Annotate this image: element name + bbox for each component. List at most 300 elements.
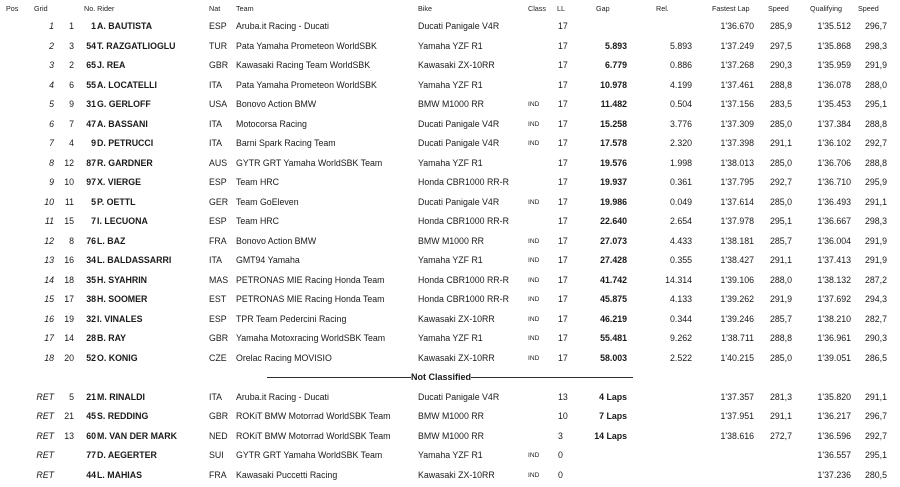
row-speed: 272,7 bbox=[769, 430, 792, 441]
row-qualifying: 1'35.959 bbox=[817, 60, 851, 70]
row-pos: 12 bbox=[44, 235, 54, 246]
row-rider: R. GARDNER bbox=[97, 157, 153, 168]
row-ll: 17 bbox=[558, 79, 568, 90]
row-speed: 288,8 bbox=[769, 79, 792, 90]
row-gap: 27.428 bbox=[600, 255, 627, 265]
row-bike: BMW M1000 RR bbox=[418, 99, 484, 109]
row-ll: 17 bbox=[558, 60, 568, 70]
row-pos: RET bbox=[36, 430, 54, 441]
row-speed: 281,3 bbox=[769, 391, 792, 402]
row-nat: ESP bbox=[209, 177, 227, 187]
header-ll: LL bbox=[557, 4, 565, 13]
row-nat: FRA bbox=[209, 469, 227, 480]
row-nat: FRA bbox=[209, 235, 227, 246]
row-class: IND bbox=[528, 120, 540, 128]
row-ll: 17 bbox=[558, 177, 568, 187]
row-rider: I. VINALES bbox=[97, 313, 143, 324]
row-fastest-lap: 1'36.670 bbox=[720, 21, 754, 31]
row-grid: 5 bbox=[69, 391, 74, 402]
row-ll: 17 bbox=[558, 157, 568, 168]
row-ll: 17 bbox=[558, 118, 568, 129]
row-bike: Yamaha YZF R1 bbox=[418, 450, 483, 460]
row-nat: GER bbox=[209, 196, 229, 207]
table-row bbox=[0, 329, 900, 349]
row-pos: RET bbox=[36, 450, 54, 460]
row-speed-qualifying: 291,9 bbox=[864, 255, 887, 265]
row-ll: 17 bbox=[558, 294, 568, 304]
row-pos: 7 bbox=[49, 138, 54, 148]
row-speed: 291,1 bbox=[769, 411, 792, 421]
row-team: Motocorsa Racing bbox=[236, 118, 307, 129]
row-bike: Honda CBR1000 RR-R bbox=[418, 274, 509, 285]
row-rel: 5.893 bbox=[669, 40, 692, 51]
table-row bbox=[0, 193, 900, 213]
row-nat: ESP bbox=[209, 216, 227, 226]
row-ll: 17 bbox=[558, 274, 568, 285]
table-row bbox=[0, 154, 900, 174]
row-ll: 17 bbox=[558, 216, 568, 226]
table-row bbox=[0, 212, 900, 232]
row-bike: Kawasaki ZX-10RR bbox=[418, 313, 495, 324]
row-number: 45 bbox=[86, 411, 96, 421]
row-class: IND bbox=[528, 198, 540, 206]
row-speed: 288,0 bbox=[769, 274, 792, 285]
row-gap: 46.219 bbox=[600, 313, 627, 324]
row-number: 55 bbox=[86, 79, 96, 90]
row-class: IND bbox=[528, 315, 540, 323]
row-team: ROKiT BMW Motorrad WorldSBK Team bbox=[236, 411, 391, 421]
row-gap: 27.073 bbox=[600, 235, 627, 246]
row-speed-qualifying: 288,0 bbox=[864, 79, 887, 90]
row-ll: 17 bbox=[558, 352, 568, 363]
row-grid: 18 bbox=[64, 274, 74, 285]
header-team: Team bbox=[236, 4, 254, 13]
row-bike: BMW M1000 RR bbox=[418, 430, 484, 441]
row-bike: Honda CBR1000 RR-R bbox=[418, 216, 509, 226]
row-qualifying: 1'36.706 bbox=[817, 157, 851, 168]
row-grid: 6 bbox=[69, 79, 74, 90]
row-fastest-lap: 1'37.357 bbox=[720, 391, 754, 402]
header-class: Class bbox=[528, 4, 546, 13]
row-fastest-lap: 1'37.249 bbox=[720, 40, 754, 51]
row-nat: ITA bbox=[209, 255, 223, 265]
row-number: 31 bbox=[86, 99, 96, 109]
row-speed-qualifying: 287,2 bbox=[864, 274, 887, 285]
row-grid: 12 bbox=[64, 157, 74, 168]
row-grid: 11 bbox=[64, 196, 74, 207]
row-bike: Yamaha YZF R1 bbox=[418, 255, 483, 265]
row-qualifying: 1'36.493 bbox=[817, 196, 851, 207]
row-gap: 45.875 bbox=[600, 294, 627, 304]
row-qualifying: 1'36.667 bbox=[817, 216, 851, 226]
row-rider: T. RAZGATLIOGLU bbox=[97, 40, 176, 51]
row-bike: Honda CBR1000 RR-R bbox=[418, 177, 509, 187]
row-number: 97 bbox=[86, 177, 96, 187]
row-pos: 4 bbox=[49, 79, 54, 90]
row-team: ROKiT BMW Motorrad WorldSBK Team bbox=[236, 430, 391, 441]
table-row bbox=[0, 37, 900, 57]
row-nat: ESP bbox=[209, 21, 227, 31]
row-team: Team HRC bbox=[236, 177, 280, 187]
row-speed-qualifying: 288,8 bbox=[864, 157, 887, 168]
row-team: GYTR GRT Yamaha WorldSBK Team bbox=[236, 157, 383, 168]
row-fastest-lap: 1'37.268 bbox=[720, 60, 754, 70]
row-grid: 13 bbox=[64, 430, 74, 441]
row-pos: RET bbox=[36, 391, 54, 402]
row-ll: 13 bbox=[558, 391, 568, 402]
row-rider: D. PETRUCCI bbox=[97, 138, 154, 148]
row-gap: 22.640 bbox=[600, 216, 627, 226]
row-number: 65 bbox=[86, 60, 96, 70]
row-team: Team GoEleven bbox=[236, 196, 299, 207]
row-number: 76 bbox=[86, 235, 96, 246]
row-pos: 3 bbox=[49, 60, 54, 70]
header-nat: Nat bbox=[209, 4, 221, 13]
row-pos: RET bbox=[36, 469, 54, 480]
row-grid: 3 bbox=[69, 40, 74, 51]
row-rider: B. RAY bbox=[97, 333, 127, 343]
row-nat: GBR bbox=[209, 333, 229, 343]
row-fastest-lap: 1'39.106 bbox=[720, 274, 754, 285]
header-rel: Rel. bbox=[656, 4, 669, 13]
row-number: 28 bbox=[86, 333, 96, 343]
row-number: 5 bbox=[91, 196, 96, 207]
row-pos: RET bbox=[36, 411, 54, 421]
row-pos: 8 bbox=[49, 157, 54, 168]
table-row bbox=[0, 134, 900, 154]
row-qualifying: 1'36.004 bbox=[817, 235, 851, 246]
row-bike: Kawasaki ZX-10RR bbox=[418, 469, 495, 480]
row-bike: Ducati Panigale V4R bbox=[418, 391, 500, 402]
row-nat: TUR bbox=[209, 40, 228, 51]
row-class: IND bbox=[528, 354, 540, 362]
row-bike: Ducati Panigale V4R bbox=[418, 196, 500, 207]
row-speed: 290,3 bbox=[769, 60, 792, 70]
table-header bbox=[0, 0, 900, 17]
row-nat: ITA bbox=[209, 138, 223, 148]
row-rider: J. REA bbox=[97, 60, 126, 70]
row-class: IND bbox=[528, 452, 540, 459]
row-fastest-lap: 1'37.795 bbox=[720, 177, 754, 187]
row-speed-qualifying: 288,8 bbox=[864, 118, 887, 129]
row-speed: 285,7 bbox=[769, 313, 792, 324]
row-ll: 3 bbox=[558, 430, 563, 441]
row-ll: 17 bbox=[558, 235, 568, 246]
row-speed: 292,7 bbox=[769, 177, 792, 187]
row-fastest-lap: 1'39.246 bbox=[720, 313, 754, 324]
row-rel: 0.361 bbox=[669, 177, 692, 187]
row-bike: Kawasaki ZX-10RR bbox=[418, 60, 495, 70]
row-speed-qualifying: 298,3 bbox=[864, 40, 887, 51]
row-class: IND bbox=[528, 335, 540, 342]
row-team: Bonovo Action BMW bbox=[236, 99, 317, 109]
row-grid: 14 bbox=[64, 333, 74, 343]
row-nat: ESP bbox=[209, 313, 227, 324]
row-fastest-lap: 1'38.181 bbox=[720, 235, 754, 246]
row-qualifying: 1'36.102 bbox=[817, 138, 851, 148]
row-speed: 291,1 bbox=[769, 255, 792, 265]
row-gap: 55.481 bbox=[600, 333, 627, 343]
row-speed: 285,7 bbox=[769, 235, 792, 246]
row-number: 32 bbox=[86, 313, 96, 324]
row-number: 44 bbox=[86, 469, 96, 480]
row-bike: Ducati Panigale V4R bbox=[418, 21, 500, 31]
row-rider: L. BALDASSARRI bbox=[97, 255, 172, 265]
row-rel: 1.998 bbox=[669, 157, 692, 168]
row-speed-qualifying: 291,1 bbox=[864, 391, 887, 402]
row-pos: 2 bbox=[49, 40, 54, 51]
row-qualifying: 1'36.710 bbox=[817, 177, 851, 187]
row-team: Bonovo Action BMW bbox=[236, 235, 317, 246]
row-speed-qualifying: 295,1 bbox=[864, 450, 887, 460]
header-speed: Speed bbox=[768, 4, 789, 13]
row-class: IND bbox=[528, 237, 540, 245]
row-rider: P. OETTL bbox=[97, 196, 136, 207]
row-class: IND bbox=[528, 101, 540, 108]
row-grid: 20 bbox=[64, 352, 74, 363]
separator-label: ————————————————Not Classified—————————————————— bbox=[266, 372, 633, 382]
row-rider: M. RINALDI bbox=[97, 391, 145, 402]
row-qualifying: 1'36.961 bbox=[817, 333, 851, 343]
row-speed-qualifying: 298,3 bbox=[864, 216, 887, 226]
row-rel: 2.320 bbox=[669, 138, 692, 148]
row-fastest-lap: 1'38.427 bbox=[720, 255, 754, 265]
row-ll: 17 bbox=[558, 313, 568, 324]
row-gap: 19.576 bbox=[600, 157, 627, 168]
row-rider: L. MAHIAS bbox=[97, 469, 142, 480]
row-rel: 0.886 bbox=[669, 60, 692, 70]
row-fastest-lap: 1'38.013 bbox=[720, 157, 754, 168]
row-rider: A. LOCATELLI bbox=[97, 79, 157, 90]
row-rider: M. VAN DER MARK bbox=[97, 430, 177, 441]
row-bike: Ducati Panigale V4R bbox=[418, 118, 500, 129]
table-row bbox=[0, 251, 900, 271]
row-rider: A. BASSANI bbox=[97, 118, 148, 129]
table-row bbox=[0, 310, 900, 330]
row-rider: L. BAZ bbox=[97, 235, 126, 246]
row-team: PETRONAS MIE Racing Honda Team bbox=[236, 294, 385, 304]
table-row bbox=[0, 56, 900, 76]
row-nat: GBR bbox=[209, 60, 229, 70]
row-qualifying: 1'35.512 bbox=[817, 21, 851, 31]
row-rel: 2.654 bbox=[669, 216, 692, 226]
row-bike: Yamaha YZF R1 bbox=[418, 79, 483, 90]
table-row bbox=[0, 388, 900, 408]
row-speed-qualifying: 292,7 bbox=[864, 138, 887, 148]
header-pos: Pos bbox=[6, 4, 19, 13]
row-fastest-lap: 1'38.711 bbox=[721, 333, 754, 343]
table-row bbox=[0, 76, 900, 96]
row-gap: 6.779 bbox=[604, 60, 627, 70]
row-bike: BMW M1000 RR bbox=[418, 411, 484, 421]
row-qualifying: 1'38.210 bbox=[817, 313, 851, 324]
row-pos: 1 bbox=[49, 21, 54, 31]
row-nat: ITA bbox=[209, 118, 223, 129]
table-row bbox=[0, 173, 900, 193]
table-row bbox=[0, 232, 900, 252]
row-fastest-lap: 1'37.398 bbox=[720, 138, 754, 148]
row-bike: Honda CBR1000 RR-R bbox=[418, 294, 509, 304]
row-grid: 2 bbox=[69, 60, 74, 70]
row-qualifying: 1'35.820 bbox=[817, 391, 851, 402]
row-speed-qualifying: 282,7 bbox=[864, 313, 887, 324]
row-class: IND bbox=[528, 471, 540, 479]
row-qualifying: 1'36.557 bbox=[817, 450, 851, 460]
row-number: 87 bbox=[86, 157, 96, 168]
row-gap: 11.482 bbox=[600, 99, 627, 109]
table-row bbox=[0, 427, 900, 447]
row-number: 7 bbox=[91, 216, 96, 226]
row-rel: 0.049 bbox=[669, 196, 692, 207]
row-number: 34 bbox=[86, 255, 96, 265]
row-team: Yamaha Motoxracing WorldSBK Team bbox=[236, 333, 386, 343]
row-number: 54 bbox=[86, 40, 96, 51]
header-qualifying: Qualifying bbox=[810, 4, 842, 13]
row-gap: 58.003 bbox=[600, 352, 627, 363]
row-team: Kawasaki Racing Team WorldSBK bbox=[236, 60, 371, 70]
row-speed-qualifying: 291,9 bbox=[864, 60, 887, 70]
not-classified-separator bbox=[0, 368, 900, 388]
row-ll: 10 bbox=[558, 411, 568, 421]
row-qualifying: 1'35.868 bbox=[817, 40, 851, 51]
row-ll: 0 bbox=[558, 469, 563, 480]
row-number: 77 bbox=[86, 450, 96, 460]
row-team: Pata Yamaha Prometeon WorldSBK bbox=[236, 40, 377, 51]
row-speed: 285,0 bbox=[769, 352, 792, 363]
row-qualifying: 1'38.132 bbox=[817, 274, 851, 285]
row-class: IND bbox=[528, 257, 540, 264]
row-nat: CZE bbox=[209, 352, 227, 363]
row-speed-qualifying: 295,1 bbox=[864, 99, 887, 109]
row-nat: EST bbox=[209, 294, 227, 304]
row-pos: 17 bbox=[44, 333, 54, 343]
row-pos: 14 bbox=[44, 274, 54, 285]
row-qualifying: 1'36.078 bbox=[817, 79, 851, 90]
row-qualifying: 1'37.236 bbox=[817, 469, 851, 480]
row-speed: 285,0 bbox=[769, 157, 792, 168]
row-nat: NED bbox=[209, 430, 228, 441]
row-nat: USA bbox=[209, 99, 228, 109]
row-grid: 15 bbox=[64, 216, 74, 226]
row-fastest-lap: 1'39.262 bbox=[720, 294, 754, 304]
row-number: 21 bbox=[86, 391, 96, 402]
row-fastest-lap: 1'40.215 bbox=[720, 352, 754, 363]
row-speed: 285,0 bbox=[769, 196, 792, 207]
row-ll: 0 bbox=[558, 450, 563, 460]
row-gap: 15.258 bbox=[600, 118, 627, 129]
row-speed-qualifying: 286,5 bbox=[864, 352, 887, 363]
row-rel: 14.314 bbox=[665, 274, 692, 285]
row-bike: Yamaha YZF R1 bbox=[418, 333, 483, 343]
row-ll: 17 bbox=[558, 196, 568, 207]
row-class: IND bbox=[528, 276, 540, 284]
row-speed: 291,9 bbox=[769, 294, 792, 304]
row-qualifying: 1'37.413 bbox=[817, 255, 851, 265]
row-grid: 8 bbox=[69, 235, 74, 246]
row-number: 1 bbox=[91, 21, 96, 31]
row-team: GMT94 Yamaha bbox=[236, 255, 300, 265]
header-fastest-lap: Fastest Lap bbox=[712, 4, 750, 13]
row-fastest-lap: 1'37.978 bbox=[720, 216, 754, 226]
header-grid: Grid bbox=[34, 4, 48, 13]
row-rider: O. KONIG bbox=[97, 352, 138, 363]
row-rel: 0.344 bbox=[669, 313, 692, 324]
row-team: Pata Yamaha Prometeon WorldSBK bbox=[236, 79, 377, 90]
row-team: GYTR GRT Yamaha WorldSBK Team bbox=[236, 450, 383, 460]
row-grid: 16 bbox=[64, 255, 74, 265]
row-speed-qualifying: 290,3 bbox=[864, 333, 887, 343]
row-pos: 11 bbox=[44, 216, 54, 226]
row-qualifying: 1'36.596 bbox=[817, 430, 851, 441]
row-fastest-lap: 1'37.461 bbox=[720, 79, 754, 90]
row-team: PETRONAS MIE Racing Honda Team bbox=[236, 274, 385, 285]
row-ll: 17 bbox=[558, 99, 568, 109]
row-gap: 7 Laps bbox=[599, 411, 627, 421]
row-ll: 17 bbox=[558, 21, 568, 31]
row-nat: MAS bbox=[209, 274, 229, 285]
header-bike: Bike bbox=[418, 4, 432, 13]
row-bike: Yamaha YZF R1 bbox=[418, 157, 483, 168]
table-row bbox=[0, 407, 900, 427]
row-speed: 295,1 bbox=[769, 216, 792, 226]
row-team: Team HRC bbox=[236, 216, 280, 226]
row-fastest-lap: 1'38.616 bbox=[720, 430, 754, 441]
row-team: TPR Team Pedercini Racing bbox=[236, 313, 347, 324]
row-qualifying: 1'35.453 bbox=[817, 99, 851, 109]
row-pos: 18 bbox=[44, 352, 54, 363]
table-row bbox=[0, 95, 900, 115]
row-rel: 2.522 bbox=[669, 352, 692, 363]
row-qualifying: 1'37.692 bbox=[817, 294, 851, 304]
table-row bbox=[0, 466, 900, 486]
row-nat: ITA bbox=[209, 79, 223, 90]
row-speed-qualifying: 292,7 bbox=[864, 430, 887, 441]
row-speed: 283,5 bbox=[769, 99, 792, 109]
table-row bbox=[0, 446, 900, 466]
row-rel: 9.262 bbox=[669, 333, 692, 343]
row-rider: S. REDDING bbox=[97, 411, 149, 421]
row-bike: Kawasaki ZX-10RR bbox=[418, 352, 495, 363]
row-fastest-lap: 1'37.951 bbox=[720, 411, 754, 421]
row-speed: 285,0 bbox=[769, 118, 792, 129]
row-speed: 285,9 bbox=[769, 21, 792, 31]
table-row bbox=[0, 349, 900, 369]
row-nat: AUS bbox=[209, 157, 228, 168]
row-bike: Ducati Panigale V4R bbox=[418, 138, 500, 148]
row-grid: 17 bbox=[64, 294, 74, 304]
row-pos: 6 bbox=[49, 118, 54, 129]
row-rider: H. SOOMER bbox=[97, 294, 148, 304]
table-row bbox=[0, 115, 900, 135]
row-team: Orelac Racing MOVISIO bbox=[236, 352, 332, 363]
row-class: IND bbox=[528, 140, 540, 147]
row-rel: 3.776 bbox=[669, 118, 692, 129]
row-grid: 4 bbox=[69, 138, 74, 148]
row-rider: X. VIERGE bbox=[97, 177, 141, 187]
table-row bbox=[0, 17, 900, 37]
row-fastest-lap: 1'37.309 bbox=[720, 118, 754, 129]
row-speed-qualifying: 291,9 bbox=[864, 235, 887, 246]
row-gap: 4 Laps bbox=[599, 391, 627, 402]
row-nat: ITA bbox=[209, 391, 223, 402]
row-gap: 41.742 bbox=[600, 274, 627, 285]
row-grid: 21 bbox=[64, 411, 74, 421]
row-number: 35 bbox=[86, 274, 96, 285]
row-rel: 4.199 bbox=[669, 79, 692, 90]
row-rel: 4.133 bbox=[669, 294, 692, 304]
row-team: Kawasaki Puccetti Racing bbox=[236, 469, 338, 480]
row-rel: 4.433 bbox=[669, 235, 692, 246]
